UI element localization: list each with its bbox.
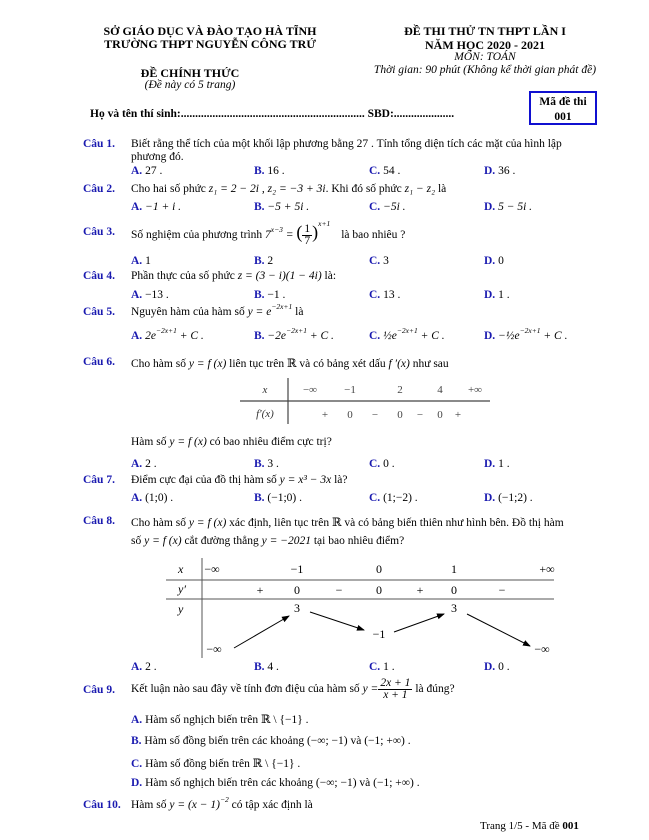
option-b[interactable] <box>131 735 411 747</box>
question-sub <box>131 436 332 448</box>
option-letter: D. <box>131 777 143 789</box>
text: Kết luận nào sau đây về tính đơn điệu của hàm số <box>131 683 360 695</box>
text: Cho hai số phức <box>131 183 206 195</box>
text: có tập xác định là <box>231 799 313 811</box>
school-year: NĂM HỌC 2020 - 2021 <box>425 38 545 52</box>
x-values <box>204 562 554 576</box>
option-c[interactable] <box>369 492 418 504</box>
option-value: 3 <box>383 255 389 267</box>
option-value: 1 <box>145 255 151 267</box>
option-letter: D. <box>484 492 496 504</box>
option-a[interactable] <box>131 289 169 301</box>
text: là đúng? <box>415 683 455 695</box>
option-letter: B. <box>254 201 265 213</box>
candidate-name-line[interactable]: Họ và tên thí sinh:................................................................ SBD:..................... <box>90 108 455 120</box>
sign-value: 0 <box>397 409 403 421</box>
numerator: 2x + 1 <box>380 676 411 689</box>
option-letter: B. <box>254 165 265 177</box>
x-value: +∞ <box>467 384 483 396</box>
option-a[interactable] <box>131 201 181 213</box>
option-value: −½e <box>498 330 520 342</box>
option-letter: D. <box>484 661 496 673</box>
pages-note: (Đề này có 5 trang) <box>144 79 236 91</box>
math-expr: y = f (x) <box>169 436 207 448</box>
tail: + C . <box>543 330 568 342</box>
option-value: 1 . <box>383 661 395 673</box>
math-z2: z₂ = −3 + 3i <box>267 183 326 195</box>
text: Nguyên hàm của hàm số <box>131 306 245 318</box>
option-value: −13 . <box>145 289 169 301</box>
y-value: −1 <box>372 627 386 641</box>
exp: −2x+1 <box>286 326 307 335</box>
option-letter: A. <box>131 492 143 504</box>
question-label: Câu 10. <box>83 799 121 811</box>
option-letter: B. <box>254 330 265 342</box>
x-value: 0 <box>376 562 382 576</box>
math-expr: y = e <box>247 306 272 318</box>
sign-value: 0 <box>347 409 353 421</box>
exp: −2x+1 <box>155 326 177 335</box>
tail: + C . <box>420 330 445 342</box>
official-label: ĐỀ CHÍNH THỨC <box>140 66 240 80</box>
option-b[interactable] <box>254 201 309 213</box>
x-value: +∞ <box>539 562 555 576</box>
option-value: (1;−2) . <box>383 492 418 504</box>
text: là: <box>324 270 337 282</box>
option-value: 2e <box>145 330 156 342</box>
x-values <box>303 384 482 396</box>
option-a[interactable] <box>131 492 173 504</box>
sign-value: − <box>371 409 379 421</box>
time-limit: Thời gian: 90 phút (Không kể thời gian phát đề) <box>373 64 597 76</box>
option-value: 2 <box>267 255 274 267</box>
option-letter: C. <box>131 758 143 770</box>
option-b[interactable] <box>254 326 334 342</box>
option-value: 54 . <box>383 165 401 177</box>
school-name: TRƯỜNG THPT NGUYỄN CÔNG TRỨ <box>104 37 316 51</box>
option-d[interactable] <box>484 326 568 342</box>
option-value: ½e <box>383 330 397 342</box>
option-d[interactable] <box>484 492 533 504</box>
option-b[interactable] <box>254 165 285 177</box>
option-letter: A. <box>131 714 143 726</box>
math-expr: z = (3 − i)(1 − 4i) <box>237 270 322 282</box>
option-d[interactable] <box>484 458 510 470</box>
question-text <box>131 474 347 486</box>
option-letter: A. <box>131 201 143 213</box>
row-label-yprime: y′ <box>178 582 186 596</box>
sign-value: − <box>416 409 424 421</box>
option-letter: A. <box>131 289 143 301</box>
option-a[interactable] <box>131 712 309 726</box>
text: Cho hàm số <box>131 358 186 370</box>
footer-code: 001 <box>562 820 579 832</box>
option-c[interactable] <box>369 458 395 470</box>
option-value: Hàm số nghịch biến trên các khoảng (−∞; −1) và (−1; +∞) . <box>145 777 420 789</box>
y-value: 3 <box>294 601 300 615</box>
question-text <box>131 795 313 811</box>
math-expr: y = −2021 <box>261 535 311 547</box>
math-base: 7 <box>265 229 271 241</box>
variation-arrow <box>394 614 444 632</box>
option-d[interactable] <box>484 661 510 673</box>
sign-value: + <box>416 583 424 597</box>
exam-code: 001 <box>554 111 572 123</box>
option-b[interactable] <box>254 661 279 673</box>
row-label-y: y <box>178 602 184 616</box>
option-value: 1 . <box>498 458 510 470</box>
text: Hàm số <box>131 799 167 811</box>
variation-arrow <box>467 614 530 646</box>
sign-values <box>257 583 506 597</box>
option-value: 16 . <box>267 165 285 177</box>
text: là? <box>334 474 348 486</box>
fraction <box>378 678 412 701</box>
math-expr: z₁ − z₂ <box>404 183 436 195</box>
row-label-fprime: f′(x) <box>256 408 274 420</box>
option-value: 13 . <box>383 289 401 301</box>
sign-value: + <box>256 583 264 597</box>
option-value: 2 . <box>145 458 157 470</box>
question-label: Câu 4. <box>83 270 115 282</box>
option-d[interactable] <box>484 201 532 213</box>
question-text: Kết luận nào sau đây về tính đơn điệu của hàm số y = $\frac{2x + 1}{x + 1}$ là đúng? <box>131 676 455 701</box>
x-value: 4 <box>437 384 443 396</box>
sign-value: 0 <box>376 583 382 597</box>
option-value: Hàm số đồng biến trên ℝ \ {−1} . <box>145 758 301 770</box>
sign-values <box>322 409 461 421</box>
x-value: 1 <box>451 562 457 576</box>
math-expr: y = f (x) <box>144 535 182 547</box>
question-label: Câu 6. <box>83 356 115 368</box>
option-c[interactable] <box>369 201 406 213</box>
option-letter: A. <box>131 661 143 673</box>
sign-value: 0 <box>437 409 443 421</box>
math-expr: y = f (x) <box>188 358 227 370</box>
text: Hàm số <box>131 436 167 448</box>
tail: + C . <box>179 330 204 342</box>
tail: + C . <box>309 330 334 342</box>
option-value: 27 . <box>145 165 163 177</box>
option-d[interactable] <box>131 777 420 789</box>
option-letter: C. <box>369 165 381 177</box>
option-value: Hàm số nghịch biến trên ℝ \ {−1} . <box>145 714 309 726</box>
text: có bao nhiêu điểm cực trị? <box>209 436 332 448</box>
text: Điểm cực đại của đồ thị hàm số <box>131 474 277 486</box>
text: Số nghiệm của phương trình <box>131 229 263 241</box>
option-letter: C. <box>369 661 381 673</box>
option-a[interactable] <box>131 326 204 342</box>
exp: −2x+1 <box>519 326 541 335</box>
option-value: (1;0) . <box>145 492 174 504</box>
option-value: 1 . <box>498 289 510 301</box>
math-exp: −2x+1 <box>271 302 293 311</box>
math-expr: y = f (x) <box>188 517 227 529</box>
option-letter: D. <box>484 255 496 267</box>
option-letter: D. <box>484 330 496 342</box>
option-c[interactable] <box>131 756 300 770</box>
question-text <box>131 515 564 529</box>
exam-code-label: Mã đề thi <box>539 96 587 108</box>
math-exp: x−3 <box>270 225 283 234</box>
option-letter: A. <box>131 330 143 342</box>
y-value: 3 <box>451 601 457 615</box>
option-letter: B. <box>254 492 265 504</box>
option-value: Hàm số đồng biến trên các khoảng (−∞; −1) và (−1; +∞) . <box>144 735 411 747</box>
text: cắt đường thẳng <box>184 535 259 547</box>
option-letter: A. <box>131 165 143 177</box>
x-value: 2 <box>397 384 403 396</box>
option-d[interactable] <box>484 165 515 177</box>
option-value: 0 <box>498 255 504 267</box>
denominator: 7 <box>304 234 311 247</box>
option-a[interactable] <box>131 165 162 177</box>
option-value: 4 . <box>267 661 279 673</box>
option-b[interactable] <box>254 458 279 470</box>
text: là bao nhiêu ? <box>341 229 406 241</box>
math-z1: z₁ = 2 − 2i , <box>208 183 265 195</box>
y-value: −∞ <box>534 642 550 656</box>
y-values <box>206 601 549 656</box>
sign-value: 0 <box>451 583 457 597</box>
option-letter: C. <box>369 255 381 267</box>
row-label-x: x <box>178 562 184 576</box>
math-expr: y = (x − 1) <box>169 799 220 811</box>
option-a[interactable] <box>131 661 157 673</box>
question-label: Câu 2. <box>83 183 115 195</box>
text: Cho hàm số <box>131 517 186 529</box>
option-letter: D. <box>484 458 496 470</box>
exam-code-box <box>529 91 597 125</box>
x-value: −∞ <box>302 384 318 396</box>
text: là <box>437 183 447 195</box>
question-text <box>131 356 449 370</box>
x-value: −1 <box>344 384 356 396</box>
option-value: −5 + 5i . <box>267 201 310 213</box>
option-value: −1 + i . <box>145 201 182 213</box>
option-a[interactable] <box>131 255 151 267</box>
option-letter: B. <box>254 661 265 673</box>
option-letter: A. <box>131 255 143 267</box>
option-value: (−1;0) . <box>267 492 303 504</box>
question-text: Biết rằng thể tích của một khối lập phương bằng 27 . Tính tổng diện tích các mặt của hình lập <box>131 138 562 150</box>
denominator: x + 1 <box>383 688 408 701</box>
option-value: −5i . <box>383 201 406 213</box>
option-value: 2 . <box>145 661 157 673</box>
exam-title: ĐỀ THI THỬ TN THPT LẦN I <box>404 24 566 38</box>
option-letter: C. <box>369 492 381 504</box>
option-letter: B. <box>254 289 265 301</box>
option-letter: A. <box>131 458 143 470</box>
option-letter: D. <box>484 201 496 213</box>
option-c[interactable] <box>369 661 395 673</box>
sign-value: 0 <box>294 583 300 597</box>
option-value: 3 . <box>267 458 279 470</box>
variation-arrow <box>310 612 364 630</box>
question-label: Câu 8. <box>83 515 115 527</box>
option-c[interactable] <box>369 289 400 301</box>
sign-value: − <box>335 583 343 597</box>
variation-table <box>162 558 558 658</box>
sign-table <box>240 376 490 426</box>
option-b[interactable] <box>254 255 273 267</box>
text: xác định, liên tục trên ℝ và có bảng biến thiên như hình bên. Đồ thị hàm <box>229 517 564 529</box>
question-text <box>131 183 446 195</box>
question-text <box>131 270 336 282</box>
math-expr: f ′(x) <box>388 358 410 370</box>
option-value: 36 . <box>498 165 516 177</box>
y-value: −∞ <box>206 642 222 656</box>
option-c[interactable] <box>369 326 445 342</box>
text: là <box>295 306 304 318</box>
sign-value: + <box>454 409 462 421</box>
text: . Khi đó số phức <box>325 183 402 195</box>
question-label: Câu 3. <box>83 226 115 238</box>
option-a[interactable] <box>131 458 157 470</box>
text: liên tục trên ℝ và có bảng xét dấu <box>229 358 386 370</box>
question-label: Câu 9. <box>83 684 115 696</box>
text: như sau <box>412 358 449 370</box>
option-b[interactable] <box>254 492 302 504</box>
option-letter: B. <box>131 735 142 747</box>
department-name: SỞ GIÁO DỤC VÀ ĐÀO TẠO HÀ TĨNH <box>103 24 317 38</box>
variation-arrow <box>234 616 289 648</box>
math-exp: −2 <box>219 795 229 804</box>
sign-value: + <box>321 409 329 421</box>
option-b[interactable] <box>254 289 285 301</box>
option-c[interactable] <box>369 165 400 177</box>
x-value: −∞ <box>204 562 220 576</box>
option-letter: B. <box>254 458 265 470</box>
option-value: (−1;2) . <box>498 492 533 504</box>
option-letter: C. <box>369 289 381 301</box>
option-letter: C. <box>369 458 381 470</box>
option-d[interactable] <box>484 255 504 267</box>
option-c[interactable] <box>369 255 389 267</box>
option-value: −2e <box>267 330 287 342</box>
exp: −2x+1 <box>396 326 418 335</box>
row-label-x: x <box>262 384 268 396</box>
option-value: 0 . <box>383 458 395 470</box>
department-heading <box>70 25 350 51</box>
subject: MÔN: TOÁN <box>454 51 516 63</box>
question-label: Câu 1. <box>83 138 115 150</box>
fraction <box>302 224 312 247</box>
footer-text: Trang 1/5 - Mã đề <box>480 820 560 832</box>
text: số <box>131 535 142 547</box>
question-text-cont <box>131 535 404 547</box>
text: Phần thực của số phức <box>131 270 235 282</box>
option-value: −1 . <box>267 289 286 301</box>
question-label: Câu 7. <box>83 474 115 486</box>
option-value: 5 − 5i . <box>498 201 533 213</box>
question-text-cont: phương đó. <box>131 151 184 163</box>
sign-value: − <box>498 583 506 597</box>
option-letter: C. <box>369 201 381 213</box>
option-d[interactable] <box>484 289 510 301</box>
page-footer <box>480 820 579 832</box>
option-letter: D. <box>484 289 496 301</box>
option-letter: C. <box>369 330 381 342</box>
math-exp: x+1 <box>318 219 331 228</box>
question-text: Số nghiệm của phương trình $7^{x-3}$ = ( $\frac{1}{7}$ )$^{x+1}$ là bao nhiêu ? <box>131 219 406 247</box>
math-expr: y = x³ − 3x <box>279 474 332 486</box>
option-letter: B. <box>254 255 265 267</box>
question-label: Câu 5. <box>83 306 115 318</box>
option-letter: D. <box>484 165 496 177</box>
x-value: −1 <box>290 562 304 576</box>
option-value: 0 . <box>498 661 510 673</box>
question-text <box>131 302 304 318</box>
text: tại bao nhiêu điểm? <box>313 535 405 547</box>
numerator: 1 <box>304 222 311 235</box>
